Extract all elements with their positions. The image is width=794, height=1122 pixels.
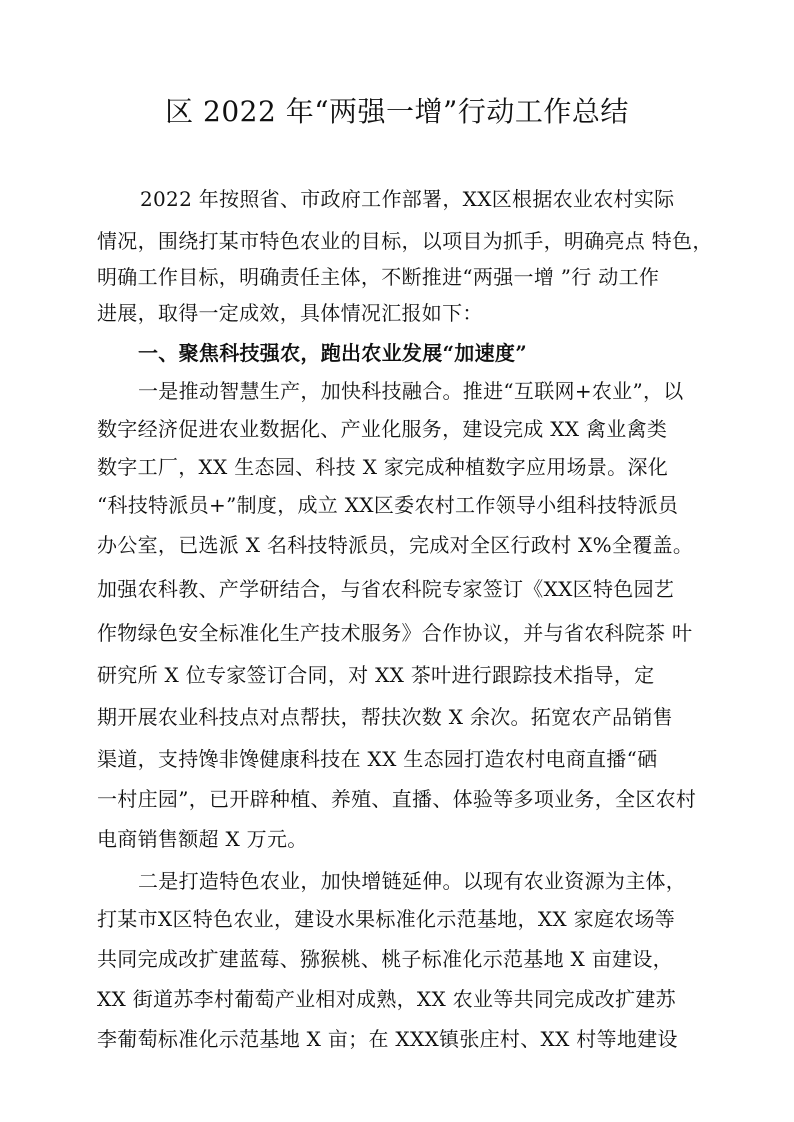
paragraph-line: 数字经济促进农业数据化、产业化服务，建设完成 XX 禽业禽类 bbox=[97, 417, 668, 441]
paragraph-line: 李葡萄标准化示范基地 X 亩；在 XXX镇张庄村、XX 村等地建设 bbox=[97, 1027, 678, 1051]
paragraph-line: 共同完成改扩建蓝莓、猕猴桃、桃子标准化示范基地 X 亩建设， bbox=[97, 947, 673, 971]
paragraph-line: 进展，取得一定成效，具体情况汇报如下： bbox=[97, 301, 483, 325]
paragraph-line: 渠道，支持馋非馋健康科技在 XX 生态园打造农村电商直播“硒 bbox=[97, 747, 658, 771]
paragraph-line: 研究所 X 位专家签订合同，对 XX 茶叶进行跟踪技术指导，定 bbox=[97, 663, 655, 687]
paragraph-line: 一村庄园”，已开辟种植、养殖、直播、体验等多项业务，全区农村 bbox=[97, 787, 697, 811]
paragraph-line: 办公室，已选派 X 名科技特派员，完成对全区行政村 X%全覆盖。 bbox=[97, 533, 694, 557]
section-heading: 一、聚焦科技强农，跑出农业发展“加速度” bbox=[138, 341, 528, 365]
paragraph-line: 打某市X区特色农业，建设水果标准化示范基地，XX 家庭农场等 bbox=[97, 907, 676, 931]
paragraph-line: 作物绿色安全标准化生产技术服务》合作协议，并与省农科院茶 叶 bbox=[97, 621, 693, 645]
paragraph-line: 数字工厂，XX 生态园、科技 X 家完成种植数字应用场景。深化 bbox=[97, 455, 669, 479]
paragraph-line: 二是打造特色农业，加快增链延伸。以现有农业资源为主体， bbox=[138, 869, 687, 893]
paragraph-line: 明确工作目标，明确责任主体，不断推进“两强一增 ”行 动工作 bbox=[97, 265, 660, 289]
paragraph-line: 2022 年按照省、市政府工作部署，XX区根据农业农村实际 bbox=[140, 187, 675, 211]
paragraph-line: 情况，围绕打某市特色农业的目标，以项目为抓手，明确亮点 特色， bbox=[97, 229, 713, 253]
document-title: 区 2022 年“两强一增”行动工作总结 bbox=[165, 95, 629, 128]
paragraph-line: XX 街道苏李村葡萄产业相对成熟，XX 农业等共同完成改扩建苏 bbox=[97, 987, 676, 1011]
paragraph-line: “科技特派员+”制度，成立 XX区委农村工作领导小组科技特派员 bbox=[97, 493, 679, 517]
paragraph-line: 期开展农业科技点对点帮扶，帮扶次数 X 余次。拓宽农产品销售 bbox=[97, 705, 673, 729]
paragraph-line: 一是推动智慧生产，加快科技融合。推进“互联网+农业”，以 bbox=[138, 379, 684, 403]
paragraph-line: 电商销售额超 X 万元。 bbox=[97, 827, 308, 851]
paragraph-line: 加强农科教、产学研结合，与省农科院专家签订《XX区特色园艺 bbox=[97, 577, 675, 601]
